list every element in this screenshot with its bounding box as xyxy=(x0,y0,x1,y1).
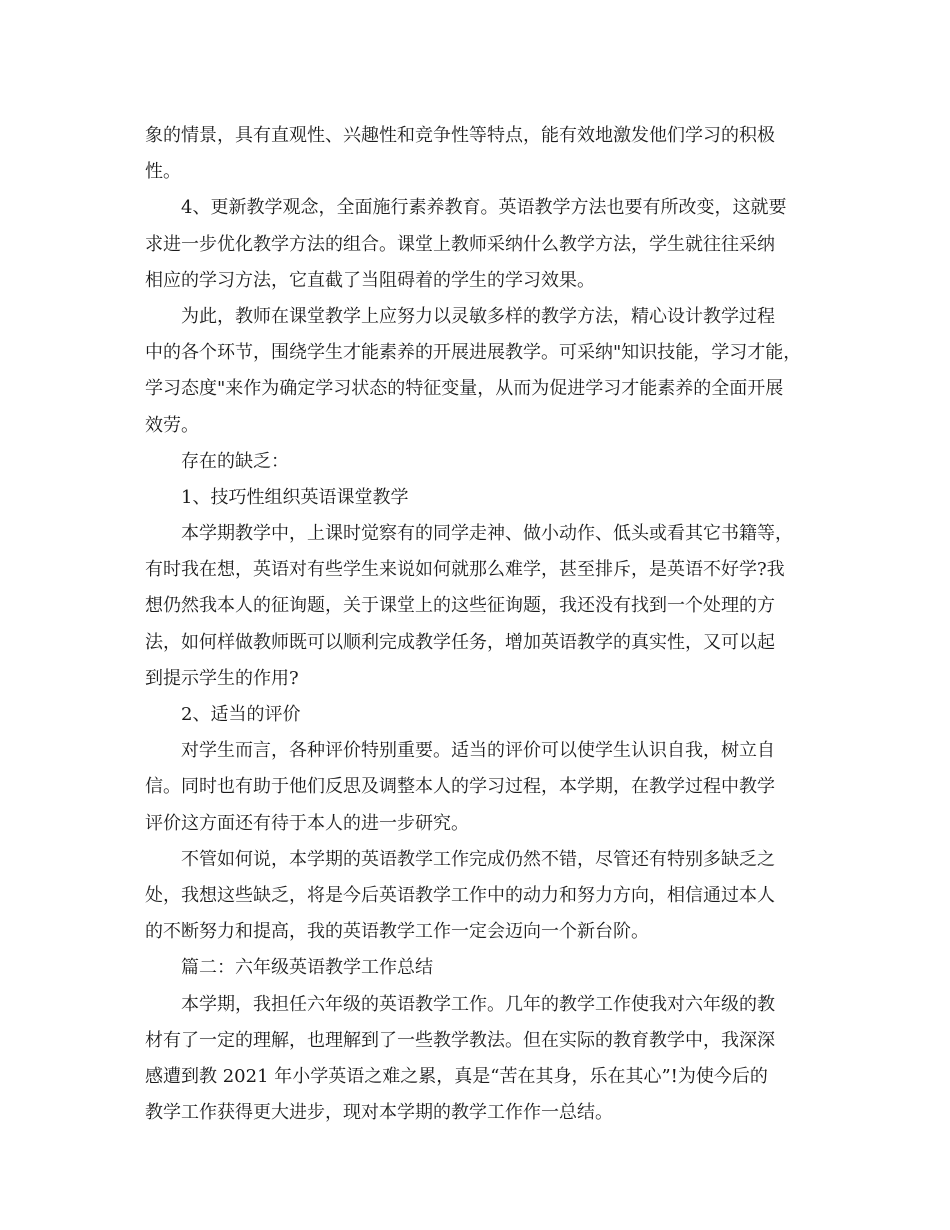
text-line: 2、适当的评价 xyxy=(181,704,301,725)
text-line: 对学生而言，各种评价特别重要。适当的评价可以使学生认识自我，树立自 xyxy=(181,740,775,762)
text-line: 信。同时也有助于他们反思及调整本人的学习过程，本学期，在教学过程中教学 xyxy=(145,776,775,798)
text-line: 处，我想这些缺乏，将是今后英语教学工作中的动力和努力方向，相信通过本人 xyxy=(145,884,775,906)
text-line: 评价这方面还有待于本人的进一步研究。 xyxy=(145,812,469,834)
text-line: 本学期，我担任六年级的英语教学工作。几年的教学工作使我对六年级的教 xyxy=(181,993,775,1015)
text-line: 不管如何说，本学期的英语教学工作完成仍然不错，尽管还有特别多缺乏之 xyxy=(181,848,775,870)
text-line: 法，如何样做教师既可以顺利完成教学任务，增加英语教学的真实性，又可以起 xyxy=(145,631,775,653)
text-line: 教学工作获得更大进步，现对本学期的教学工作作一总结。 xyxy=(145,1102,613,1124)
text-line: 学习态度"来作为确定学习状态的特征变量，从而为促进学习才能素养的全面开展 xyxy=(145,378,784,400)
text-line: 效劳。 xyxy=(145,414,199,436)
text-line: 存在的缺乏： xyxy=(181,450,289,472)
text-line: 材有了一定的理解，也理解到了一些教学教法。但在实际的教育教学中，我深深 xyxy=(145,1029,775,1051)
text-line: 相应的学习方法，它直截了当阻碍着的学生的学习效果。 xyxy=(145,269,595,291)
text-line: 本学期教学中，上课时觉察有的同学走神、做小动作、低头或看其它书籍等， xyxy=(181,523,793,545)
text-line: 想仍然我本人的征询题，关于课堂上的这些征询题，我还没有找到一个处理的方 xyxy=(145,595,775,617)
text-line: 篇二：六年级英语教学工作总结 xyxy=(181,957,433,979)
text-line: 象的情景，具有直观性、兴趣性和竞争性等特点，能有效地激发他们学习的积极 xyxy=(145,125,775,146)
text-line: 到提示学生的作用? xyxy=(145,667,299,689)
document-body xyxy=(145,118,810,1131)
text-line: 感遭到教 2021 年小学英语之难之累，真是“苦在其身，乐在其心”!为使今后的 xyxy=(145,1065,768,1087)
text-line: 的不断努力和提高，我的英语教学工作一定会迈向一个新台阶。 xyxy=(145,921,649,943)
text-line: 4、更新教学观念，全面施行素养教育。英语教学方法也要有所改变，这就要 xyxy=(181,197,787,219)
text-line: 1、技巧性组织英语课堂教学 xyxy=(181,486,409,508)
text-line: 中的各个环节，围绕学生才能素养的开展进展教学。可采纳"知识技能，学习才能， xyxy=(145,342,802,364)
text-line: 性。 xyxy=(145,161,181,183)
text-line: 求进一步优化教学方法的组合。课堂上教师采纳什么教学方法，学生就往往采纳 xyxy=(145,233,775,255)
text-line: 有时我在想，英语对有些学生来说如何就那么难学，甚至排斥，是英语不好学?我 xyxy=(145,559,785,581)
text-line: 为此，教师在课堂教学上应努力以灵敏多样的教学方法，精心设计教学过程 xyxy=(181,305,775,327)
